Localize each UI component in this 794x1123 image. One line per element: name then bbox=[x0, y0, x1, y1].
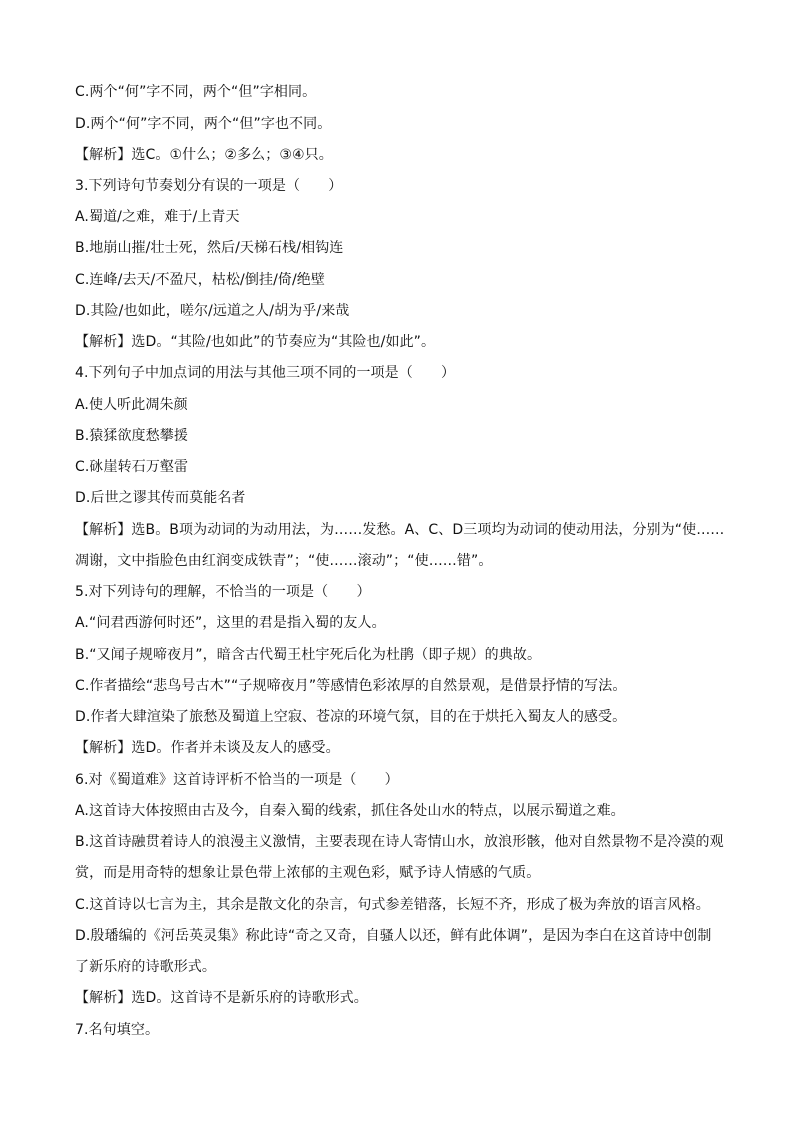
text-line: B.地崩山摧/壮士死，然后/天梯石栈/相钩连 bbox=[75, 240, 344, 256]
text-line: 了新乐府的诗歌形式。 bbox=[75, 959, 216, 975]
text-line: C.作者描绘“悲鸟号古木”“子规啼夜月”等感情色彩浓厚的自然景观，是借景抒情的写法。 bbox=[75, 678, 627, 694]
text-line: B.“又闻子规啼夜月”，暗含古代蜀王杜宇死后化为杜鹃（即子规）的典故。 bbox=[75, 647, 542, 663]
text-line: 【解析】选D。“其险/也如此”的节奏应为“其险也/如此”。 bbox=[75, 334, 436, 350]
text-line: 5.对下列诗句的理解，不恰当的一项是（ ） bbox=[75, 584, 371, 600]
text-line: 【解析】选D。这首诗不是新乐府的诗歌形式。 bbox=[75, 990, 368, 1006]
text-line: 6.对《蜀道难》这首诗评析不恰当的一项是（ ） bbox=[75, 772, 399, 788]
text-line: 【解析】选D。作者并未谈及友人的感受。 bbox=[75, 740, 340, 756]
text-line: 7.名句填空。 bbox=[75, 1022, 160, 1038]
text-line: C.两个“何”字不同，两个“但”字相同。 bbox=[75, 84, 317, 100]
text-line: D.殷璠编的《河岳英灵集》称此诗“奇之又奇，自骚人以还，鲜有此体调”，是因为李白在这首诗中创制 bbox=[75, 928, 712, 944]
text-line: 【解析】选B。B项为动词的为动用法，为……发愁。A、C、D三项均为动词的使动用法，分别为“使…… bbox=[75, 522, 725, 538]
text-line: D.两个“何”字不同，两个“但”字也不同。 bbox=[75, 116, 332, 132]
text-line: B.这首诗融贯着诗人的浪漫主义激情，主要表现在诗人寄情山水，放浪形骸，他对自然景物不是冷漠的观 bbox=[75, 834, 724, 850]
text-line: C.砯崖转石万壑雷 bbox=[75, 459, 189, 475]
text-line: 【解析】选C。①什么；②多么；③④只。 bbox=[75, 147, 333, 163]
text-line: 3.下列诗句节奏划分有误的一项是（ ） bbox=[75, 178, 343, 194]
text-line: 赏，而是用奇特的想象让景色带上浓郁的主观色彩，赋予诗人情感的气质。 bbox=[75, 865, 541, 881]
text-line: B.猿猱欲度愁攀援 bbox=[75, 428, 188, 444]
text-line: A.这首诗大体按照由古及今，自秦入蜀的线索，抓住各处山水的特点，以展示蜀道之难。 bbox=[75, 803, 625, 819]
text-line: D.作者大肆渲染了旅愁及蜀道上空寂、苍凉的环境气氛，目的在于烘托入蜀友人的感受。 bbox=[75, 709, 627, 725]
text-line: A.蜀道/之难，难于/上青天 bbox=[75, 209, 240, 225]
text-line: C.这首诗以七言为主，其余是散文化的杂言，句式参差错落，长短不齐，形成了极为奔放的语言风格。 bbox=[75, 897, 710, 913]
text-line: A.使人听此凋朱颜 bbox=[75, 397, 188, 413]
text-line: D.后世之谬其传而莫能名者 bbox=[75, 490, 246, 506]
text-line: 4.下列句子中加点词的用法与其他三项不同的一项是（ ） bbox=[75, 365, 456, 381]
text-line: 凋谢，文中指脸色由红润变成铁青”；“使……滚动”；“使……错”。 bbox=[75, 553, 493, 569]
text-line: A.“问君西游何时还”，这里的君是指入蜀的友人。 bbox=[75, 615, 386, 631]
text-line: D.其险/也如此，嗟尔/远道之人/胡为乎/来哉 bbox=[75, 303, 350, 319]
text-line: C.连峰/去天/不盈尺，枯松/倒挂/倚/绝壁 bbox=[75, 272, 326, 288]
